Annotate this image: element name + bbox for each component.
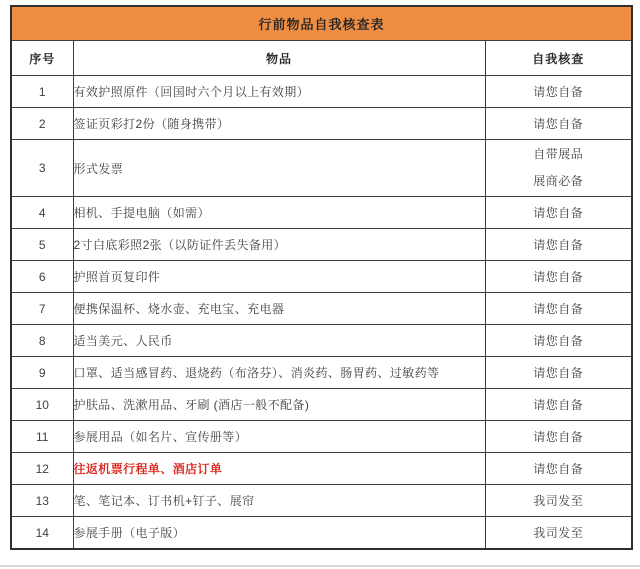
- table-row: [11, 485, 632, 517]
- row-number: 2: [11, 108, 73, 140]
- row-check-line: 请您自备: [533, 333, 584, 348]
- col-header-check: 自我核查: [485, 41, 632, 76]
- row-item: 适当美元、人民币: [73, 325, 485, 357]
- column-header-row: [11, 41, 632, 76]
- row-check: [485, 76, 632, 108]
- row-check: [485, 453, 632, 485]
- row-check-line: 请您自备: [533, 365, 584, 380]
- row-check-line: 请您自备: [533, 429, 584, 444]
- row-check-line: 请您自备: [533, 301, 584, 316]
- row-check-line: 请您自备: [533, 116, 584, 131]
- row-item: 参展手册（电子版）: [73, 517, 485, 550]
- row-number: 9: [11, 357, 73, 389]
- table-row: [11, 108, 632, 140]
- row-check-line: 请您自备: [533, 205, 584, 220]
- row-number: 3: [11, 140, 73, 197]
- row-number: 6: [11, 261, 73, 293]
- row-item: 往返机票行程单、酒店订单: [73, 453, 485, 485]
- row-item: 参展用品（如名片、宣传册等）: [73, 421, 485, 453]
- page-bottom-divider: [0, 565, 640, 567]
- row-item: 便携保温杯、烧水壶、充电宝、充电器: [73, 293, 485, 325]
- table-row: [11, 293, 632, 325]
- table-row: [11, 197, 632, 229]
- row-number: 8: [11, 325, 73, 357]
- row-check: [485, 325, 632, 357]
- row-check-line: 展商必备: [533, 174, 584, 188]
- table-row: [11, 453, 632, 485]
- row-check-line: 我司发至: [533, 493, 584, 508]
- row-check-line: 请您自备: [533, 397, 584, 412]
- table-row: [11, 325, 632, 357]
- table-row: [11, 389, 632, 421]
- row-check-line: 自带展品: [533, 147, 584, 161]
- row-number: 12: [11, 453, 73, 485]
- row-check: [485, 357, 632, 389]
- row-number: 5: [11, 229, 73, 261]
- row-check: [485, 517, 632, 550]
- table-row: [11, 76, 632, 108]
- checklist-table: [10, 5, 633, 550]
- row-number: 1: [11, 76, 73, 108]
- row-item: 护肤品、洗漱用品、牙刷 (酒店一般不配备): [73, 389, 485, 421]
- row-item: 口罩、适当感冒药、退烧药（布洛芬）、消炎药、肠胃药、过敏药等: [73, 357, 485, 389]
- table-row: [11, 517, 632, 550]
- table-row: [11, 261, 632, 293]
- col-header-item: 物品: [73, 41, 485, 76]
- row-item: 护照首页复印件: [73, 261, 485, 293]
- row-number: 13: [11, 485, 73, 517]
- table-row: [11, 421, 632, 453]
- row-item: 笔、笔记本、订书机+钉子、展帘: [73, 485, 485, 517]
- table-title: 行前物品自我核查表: [11, 6, 632, 41]
- row-check: [485, 140, 632, 197]
- table-row: [11, 357, 632, 389]
- row-check-line: 请您自备: [533, 237, 584, 252]
- row-check: [485, 197, 632, 229]
- row-item: 签证页彩打2份（随身携带）: [73, 108, 485, 140]
- table-row: [11, 229, 632, 261]
- table-title-row: [11, 6, 632, 41]
- row-check: [485, 485, 632, 517]
- row-item: 有效护照原件（回国时六个月以上有效期）: [73, 76, 485, 108]
- row-check: [485, 389, 632, 421]
- row-check: [485, 108, 632, 140]
- row-number: 4: [11, 197, 73, 229]
- table-row: [11, 140, 632, 197]
- row-check: [485, 261, 632, 293]
- row-check: [485, 421, 632, 453]
- row-number: 10: [11, 389, 73, 421]
- row-check-line: 我司发至: [533, 525, 584, 540]
- row-item: 形式发票: [73, 140, 485, 197]
- row-check-line: 请您自备: [533, 461, 584, 476]
- row-item: 2寸白底彩照2张（以防证件丢失备用）: [73, 229, 485, 261]
- row-check-line: 请您自备: [533, 84, 584, 99]
- row-check: [485, 229, 632, 261]
- row-item: 相机、手提电脑（如需）: [73, 197, 485, 229]
- row-number: 7: [11, 293, 73, 325]
- col-header-no: 序号: [11, 41, 73, 76]
- row-check: [485, 293, 632, 325]
- row-check-line: 请您自备: [533, 269, 584, 284]
- row-number: 14: [11, 517, 73, 550]
- row-number: 11: [11, 421, 73, 453]
